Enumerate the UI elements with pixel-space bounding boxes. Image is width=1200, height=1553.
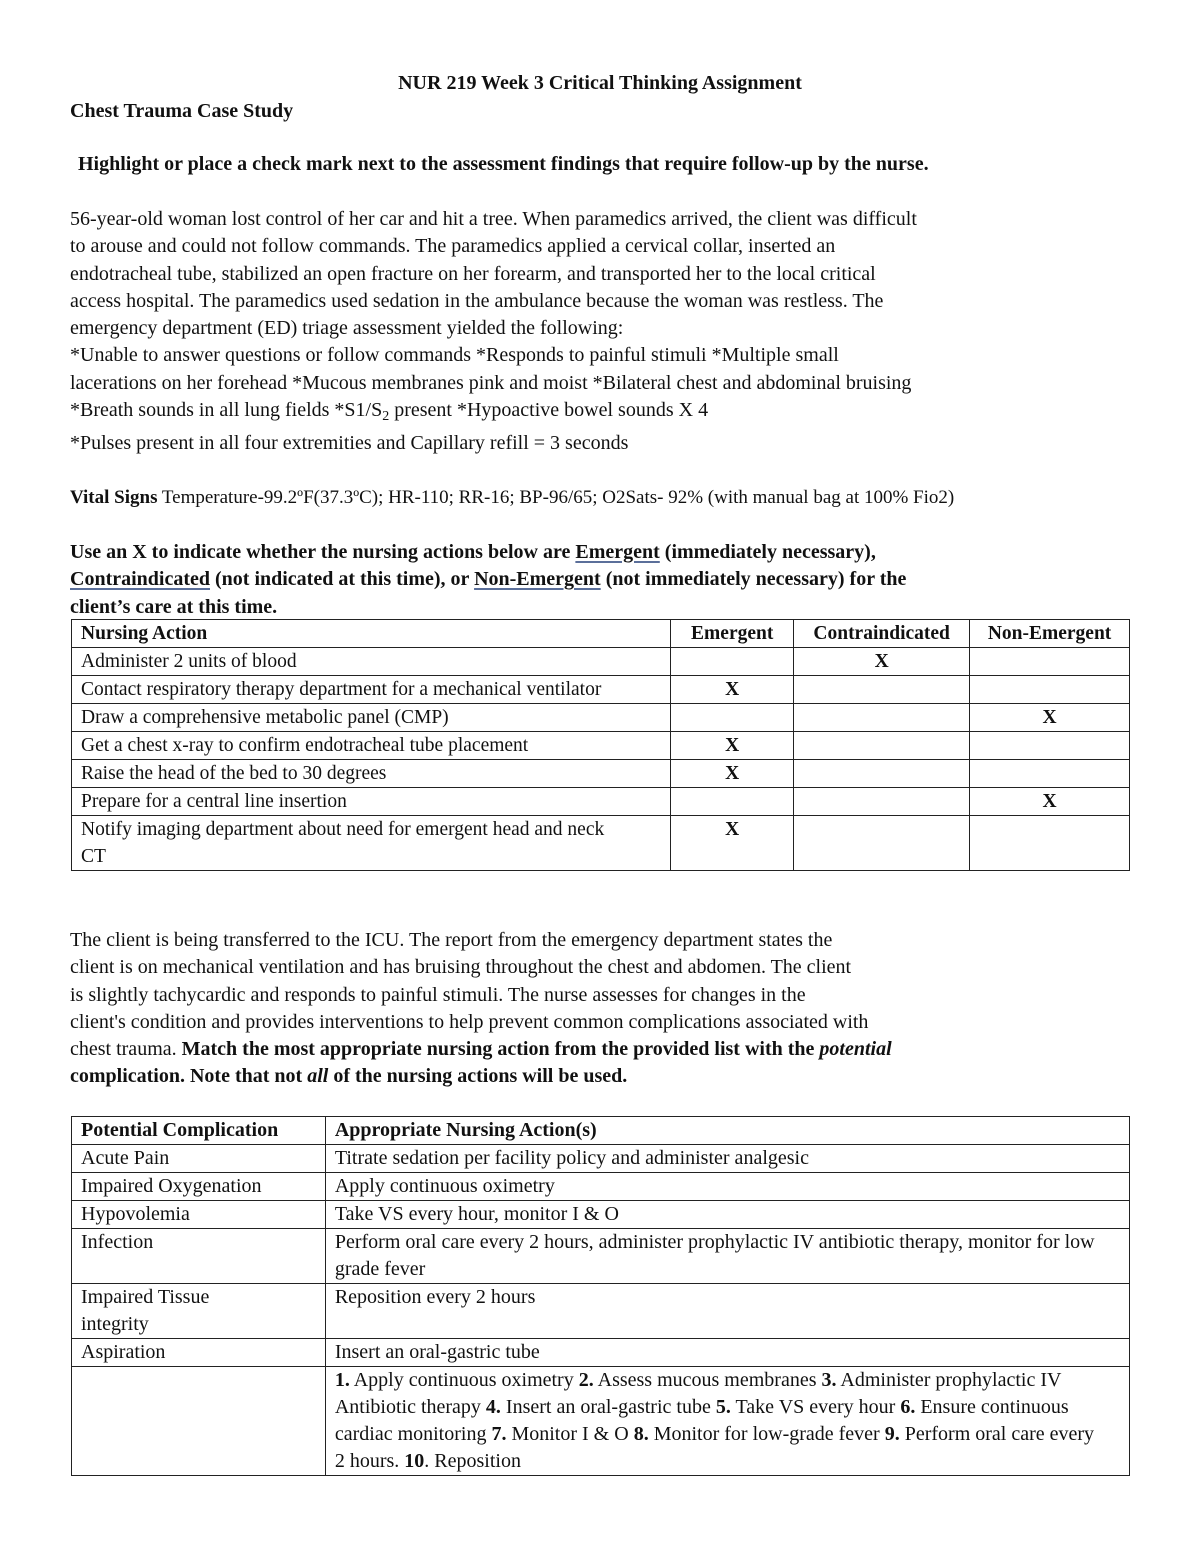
non-emergent-cell[interactable] <box>970 732 1130 760</box>
table-row <box>72 1229 1130 1284</box>
vital-signs-values: Temperature-99.2ºF(37.3ºC); HR-110; RR-16; BP-96/65; O2Sats- 92% (with manual bag at 100% Fio2) <box>157 487 955 508</box>
response-cell[interactable]: Perform oral care every 2 hours, administer prophylactic IV antibiotic therapy, monitor for low grade fever <box>325 1229 1129 1284</box>
table-row <box>72 1339 1130 1367</box>
table-row <box>72 816 1130 871</box>
contraindicated-cell[interactable] <box>794 788 970 816</box>
non-emergent-cell[interactable] <box>970 760 1130 788</box>
contraindicated-term: Contraindicated <box>70 568 210 591</box>
emergent-cell[interactable] <box>671 704 794 732</box>
action-cell: Draw a comprehensive metabolic panel (CMP) <box>72 704 671 732</box>
icu-line: complication. Note that not all of the nursing actions will be used. <box>70 1065 628 1088</box>
icu-line: The client is being transferred to the ICU. The report from the emergency department states the <box>70 929 833 951</box>
table-row <box>72 788 1130 816</box>
case-line: to arouse and could not follow commands. The paramedics applied a cervical collar, inserted an <box>70 235 836 258</box>
non-emergent-cell[interactable]: X <box>970 704 1130 732</box>
table-row <box>72 1145 1130 1173</box>
header-nursing-action: Nursing Action <box>72 620 671 648</box>
case-line: access hospital. The paramedics used sedation in the ambulance because the woman was restless. The <box>70 289 884 312</box>
non-emergent-cell[interactable] <box>970 816 1130 871</box>
emergent-cell[interactable] <box>671 648 794 676</box>
page-subtitle: Chest Trauma Case Study <box>70 100 294 122</box>
case-line: emergency department (ED) triage assessment yielded the following: <box>70 317 624 340</box>
action-cell: Contact respiratory therapy department for a mechanical ventilator <box>72 676 671 704</box>
complication-cell: Impaired Tissue integrity <box>72 1284 326 1339</box>
emergent-term: Emergent <box>575 541 660 563</box>
icu-line: chest trauma. Match the most appropriate nursing action from the provided list with the potential <box>70 1038 892 1061</box>
contraindicated-cell[interactable] <box>794 816 970 871</box>
header-non-emergent: Non-Emergent <box>970 620 1130 648</box>
response-cell[interactable]: Take VS every hour, monitor I & O <box>325 1201 1129 1229</box>
icu-line: client's condition and provides interventions to help prevent common complications associated with <box>70 1010 869 1033</box>
action-cell: Get a chest x-ray to confirm endotracheal tube placement <box>72 732 671 760</box>
empty-cell <box>72 1367 326 1476</box>
emergent-cell[interactable]: X <box>671 816 794 871</box>
assessment-instruction: Highlight or place a check mark next to the assessment findings that require follow-up by the nurse. <box>78 153 929 175</box>
case-line: 56-year-old woman lost control of her car and hit a tree. When paramedics arrived, the client was difficult <box>70 208 917 230</box>
table-row <box>72 676 1130 704</box>
response-cell[interactable]: Apply continuous oximetry <box>325 1173 1129 1201</box>
nursing-actions-table <box>71 619 1130 871</box>
header-complication: Potential Complication <box>72 1117 326 1145</box>
case-line: *Unable to answer questions or follow commands *Responds to painful stimuli *Multiple small <box>70 344 839 367</box>
action-options-list: 1. Apply continuous oximetry 2. Assess mucous membranes 3. Administer prophylactic IV Antibiotic therapy 4. Insert an oral-gastric tube 5. Take VS every hour 6. Ensure continuous cardiac monitoring 7. Monitor I & O 8. Monitor for low-grade fever 9. Perform oral care every 2 hours. 10. Reposition <box>325 1367 1129 1476</box>
emergent-cell[interactable]: X <box>671 676 794 704</box>
table-row <box>72 732 1130 760</box>
contraindicated-cell[interactable]: X <box>794 648 970 676</box>
vital-signs <box>70 487 954 509</box>
header-contraindicated: Contraindicated <box>794 620 970 648</box>
case-description <box>70 206 1135 458</box>
complication-cell: Acute Pain <box>72 1145 326 1173</box>
table-row <box>72 1201 1130 1229</box>
table-row <box>72 1173 1130 1201</box>
action-cell: Administer 2 units of blood <box>72 648 671 676</box>
table-header-row <box>72 620 1130 648</box>
complications-table <box>71 1116 1130 1476</box>
table-row <box>72 1367 1130 1476</box>
header-nursing-actions: Appropriate Nursing Action(s) <box>325 1117 1129 1145</box>
table-row <box>72 704 1130 732</box>
pulses-line: *Pulses present in all four extremities and Capillary refill = 3 seconds <box>70 432 629 455</box>
response-cell[interactable]: Reposition every 2 hours <box>325 1284 1129 1339</box>
non-emergent-cell[interactable] <box>970 648 1130 676</box>
contraindicated-cell[interactable] <box>794 732 970 760</box>
table-row <box>72 1284 1130 1339</box>
action-cell: Raise the head of the bed to 30 degrees <box>72 760 671 788</box>
emergent-cell[interactable]: X <box>671 732 794 760</box>
non-emergent-cell[interactable] <box>970 676 1130 704</box>
contraindicated-cell[interactable] <box>794 760 970 788</box>
icu-line: is slightly tachycardic and responds to painful stimuli. The nurse assesses for changes in the <box>70 983 806 1006</box>
response-cell[interactable]: Titrate sedation per facility policy and administer analgesic <box>325 1145 1129 1173</box>
emergent-cell[interactable]: X <box>671 760 794 788</box>
complication-cell: Aspiration <box>72 1339 326 1367</box>
icu-transfer-paragraph <box>70 927 1135 1091</box>
response-cell[interactable]: Insert an oral-gastric tube <box>325 1339 1129 1367</box>
table-header-row <box>72 1117 1130 1145</box>
table-row <box>72 760 1130 788</box>
complication-cell: Impaired Oxygenation <box>72 1173 326 1201</box>
contraindicated-cell[interactable] <box>794 676 970 704</box>
emergent-cell[interactable] <box>671 788 794 816</box>
case-line: endotracheal tube, stabilized an open fracture on her forearm, and transported her to the local critical <box>70 262 876 285</box>
case-line: lacerations on her forehead *Mucous membranes pink and moist *Bilateral chest and abdominal bruising <box>70 371 912 394</box>
icu-line: client is on mechanical ventilation and has bruising throughout the chest and abdomen. The client <box>70 956 852 979</box>
x-instruction: Use an X to indicate whether the nursing actions below are Emergent (immediately necessary), Contraindicated (not indicated at this time), or Non-Emergent (not immediately necessary) for the client’s care at this time. <box>70 541 907 618</box>
page-title: NUR 219 Week 3 Critical Thinking Assignment <box>398 72 802 94</box>
complication-cell: Hypovolemia <box>72 1201 326 1229</box>
breath-sounds-line: *Breath sounds in all lung fields $*S1/S_2$ present *Hypoactive bowel sounds X 4 <box>70 399 709 425</box>
vital-signs-label: Vital Signs <box>70 487 158 508</box>
action-cell: Prepare for a central line insertion <box>72 788 671 816</box>
table-row <box>72 648 1130 676</box>
non-emergent-cell[interactable]: X <box>970 788 1130 816</box>
non-emergent-term: Non-Emergent <box>474 568 601 591</box>
complication-cell: Infection <box>72 1229 326 1284</box>
header-emergent: Emergent <box>671 620 794 648</box>
action-cell: Notify imaging department about need for emergent head and neck CT <box>72 816 671 871</box>
contraindicated-cell[interactable] <box>794 704 970 732</box>
